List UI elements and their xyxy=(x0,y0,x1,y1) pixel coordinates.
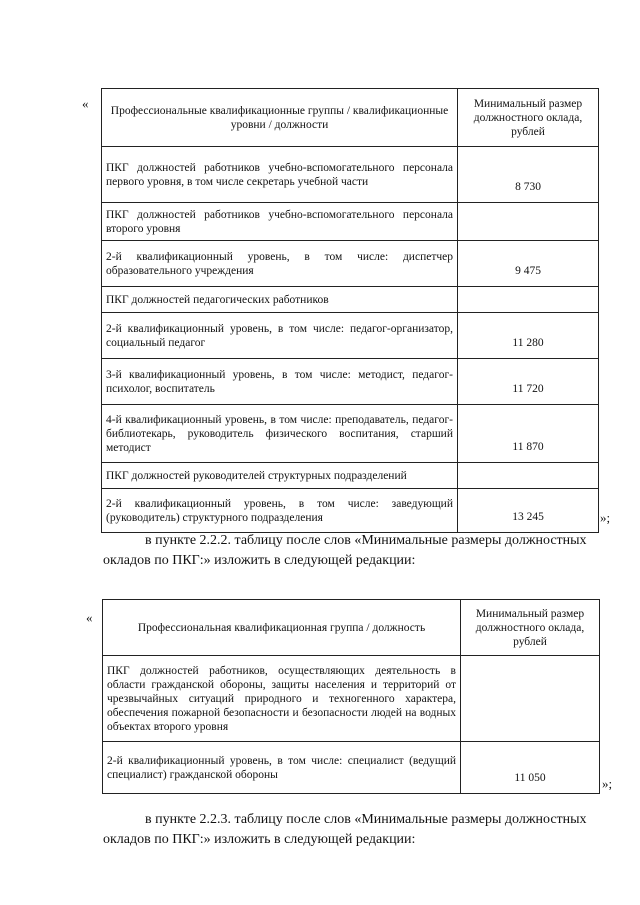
table1-header-positions: Профессиональные квалификационные группы / квалификационные уровни / должности xyxy=(102,89,458,147)
table2-close-quote: »; xyxy=(602,776,613,791)
table-row xyxy=(103,656,600,742)
salary-table-1 xyxy=(101,88,599,533)
row-salary: 8 730 xyxy=(458,147,599,203)
row-position: 2-й квалификационный уровень, в том числе: диспетчер образовательного учреждения xyxy=(102,241,458,287)
row-salary xyxy=(458,463,599,489)
table1-header-row xyxy=(102,89,599,147)
row-position: ПКГ должностей руководителей структурных подразделений xyxy=(102,463,458,489)
table-row xyxy=(102,463,599,489)
row-position: ПКГ должностей работников, осуществляющих деятельность в области гражданской обороны, защиты населения и территорий от чрезвычайных ситуаций природного и техногенного характера, обеспечения пожарной безопасности и безопасности людей на водных объектах второго уровня xyxy=(103,656,461,742)
row-salary: 11 280 xyxy=(458,313,599,359)
row-position: 3-й квалификационный уровень, в том числе: методист, педагог-психолог, воспитатель xyxy=(102,359,458,405)
table2-header-positions: Профессиональная квалификационная группа / должность xyxy=(103,600,461,656)
row-salary: 9 475 xyxy=(458,241,599,287)
table2-open-quote: « xyxy=(86,610,93,625)
table-row xyxy=(102,489,599,533)
row-salary: 11 720 xyxy=(458,359,599,405)
table-row xyxy=(102,405,599,463)
row-salary xyxy=(458,287,599,313)
table2-header-row xyxy=(103,600,600,656)
row-position: 2-й квалификационный уровень, в том числе: заведующий (руководитель) структурного подразделения xyxy=(102,489,458,533)
table-row xyxy=(102,147,599,203)
row-position: 2-й квалификационный уровень, в том числе: педагог-организатор, социальный педагог xyxy=(102,313,458,359)
row-position: ПКГ должностей педагогических работников xyxy=(102,287,458,313)
amendment-paragraph-1: в пункте 2.2.2. таблицу после слов «Минимальные размеры должностных окладов по ПКГ:» изложить в следующей редакции: xyxy=(103,533,587,568)
row-salary: 13 245 xyxy=(458,489,599,533)
row-position: ПКГ должностей работников учебно-вспомогательного персонала второго уровня xyxy=(102,203,458,241)
row-position: ПКГ должностей работников учебно-вспомогательного персонала первого уровня, в том числе секретарь учебной части xyxy=(102,147,458,203)
table-row xyxy=(102,287,599,313)
table1-open-quote: « xyxy=(82,96,89,111)
table-row xyxy=(102,203,599,241)
table2-header-salary: Минимальный размер должностного оклада, рублей xyxy=(461,600,600,656)
table1-header-salary: Минимальный размер должностного оклада, рублей xyxy=(458,89,599,147)
row-position: 4-й квалификационный уровень, в том числе: преподаватель, педагог-библиотекарь, руководитель физического воспитания, старший методист xyxy=(102,405,458,463)
salary-table-2 xyxy=(102,599,600,794)
row-salary xyxy=(458,203,599,241)
row-salary: 11 050 xyxy=(461,742,600,794)
table-row xyxy=(102,241,599,287)
table-row xyxy=(102,359,599,405)
table1-close-quote: »; xyxy=(600,510,611,525)
row-salary xyxy=(461,656,600,742)
table-row xyxy=(102,313,599,359)
amendment-paragraph-2: в пункте 2.2.3. таблицу после слов «Минимальные размеры должностных окладов по ПКГ:» изложить в следующей редакции: xyxy=(103,812,587,847)
row-position: 2-й квалификационный уровень, в том числе: специалист (ведущий специалист) гражданской обороны xyxy=(103,742,461,794)
row-salary: 11 870 xyxy=(458,405,599,463)
table-row xyxy=(103,742,600,794)
